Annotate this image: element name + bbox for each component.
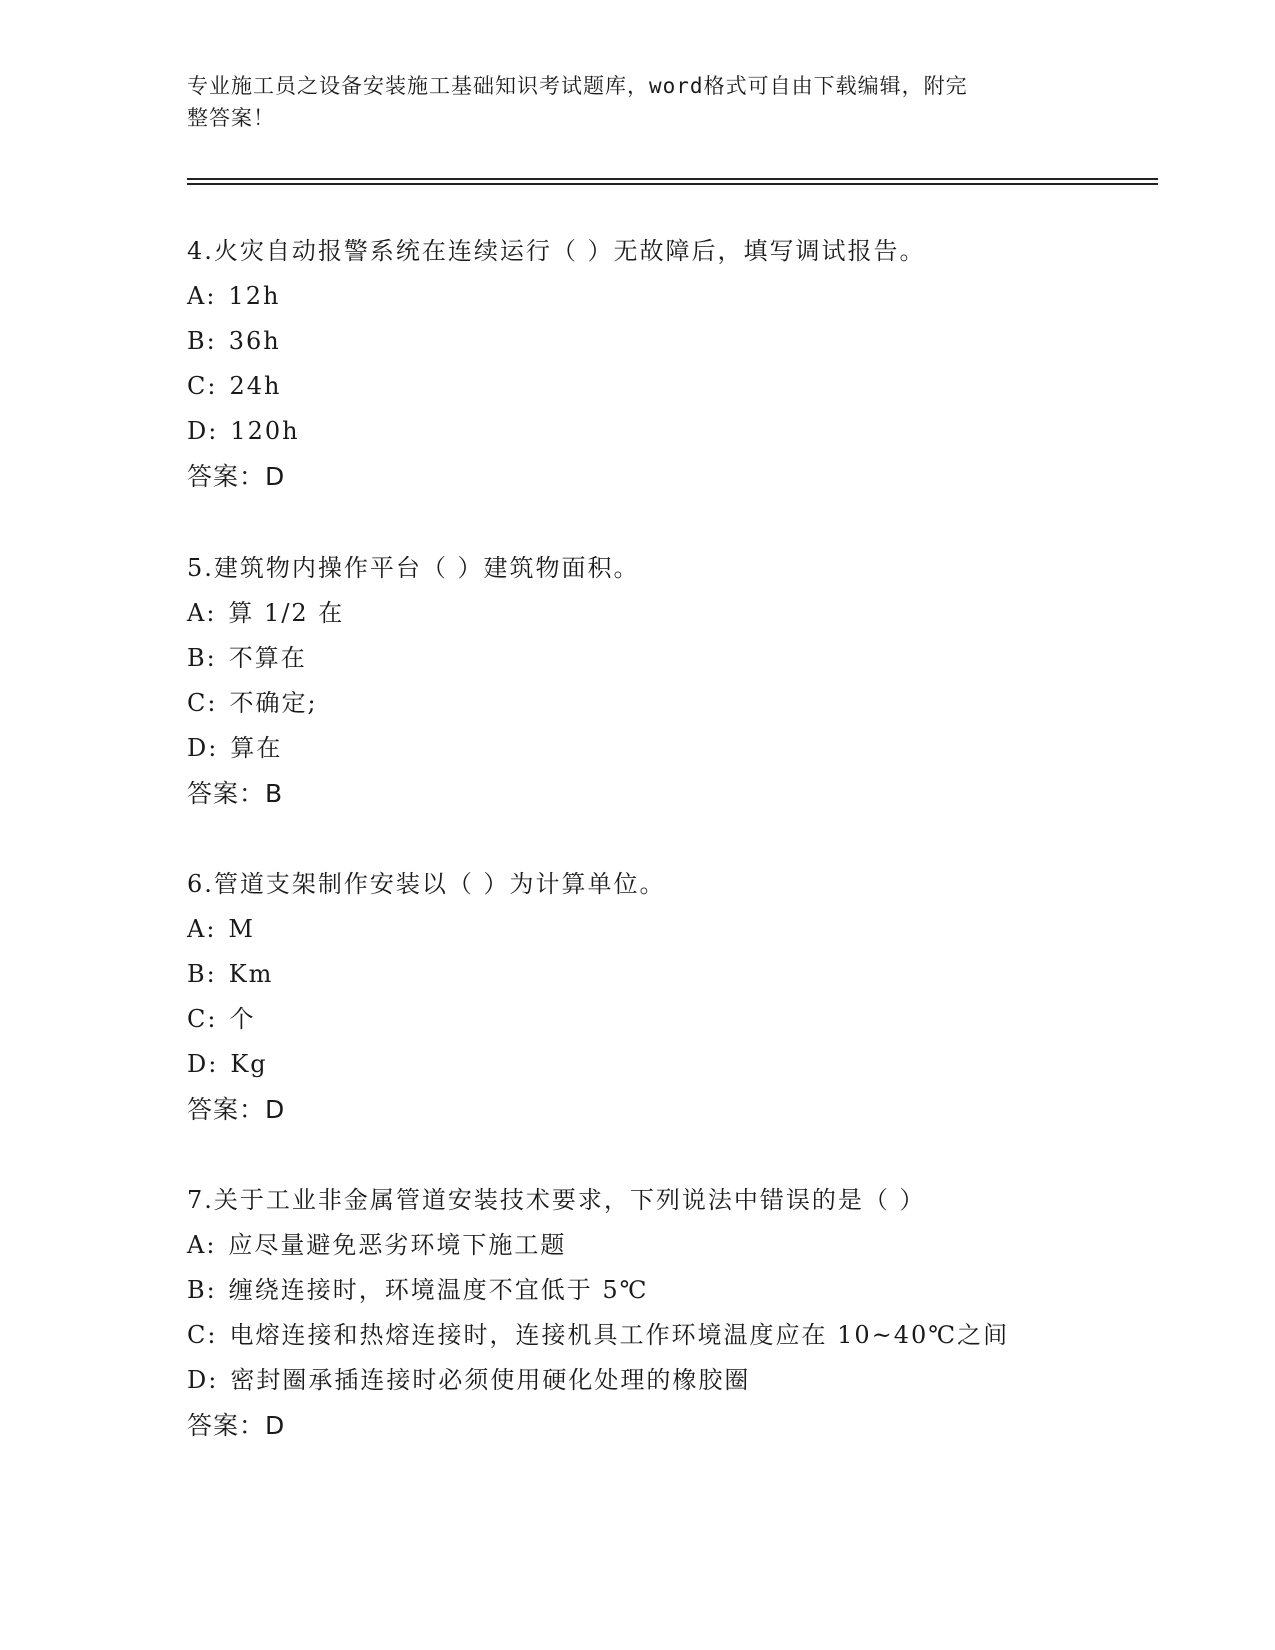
option-letter: A: [187,1231,217,1259]
option-b [187,952,1147,997]
option-letter: B: [187,960,217,988]
question-7 [187,1178,1147,1448]
question-5 [187,546,1147,816]
option-a [187,591,1147,636]
option-d [187,1042,1147,1087]
document-header [187,70,1067,134]
option-text: 应尽量避免恶劣环境下施工题 [228,1231,567,1259]
option-d [187,726,1147,771]
option-c [187,364,1147,409]
option-text: 12h [228,282,281,310]
option-letter: D: [187,417,219,445]
option-text: Km [228,960,274,988]
option-letter: C: [187,689,218,717]
option-letter: A: [187,599,217,627]
question-stem: 6.管道支架制作安装以（ ）为计算单位。 [187,870,666,898]
option-d [187,1358,1147,1403]
question-stem: 4.火灾自动报警系统在连续运行（ ）无故障后，填写调试报告。 [187,237,926,265]
option-letter: D: [187,1050,219,1078]
option-letter: C: [187,1321,218,1349]
option-text: Kg [230,1050,268,1078]
option-text: 36h [228,327,281,355]
option-text: 24h [229,372,282,400]
option-letter: B: [187,1276,217,1304]
option-text: 个 [229,1005,256,1033]
option-letter: B: [187,644,217,672]
option-c [187,997,1147,1042]
header-divider-top [187,178,1158,180]
option-c [187,1313,1147,1358]
question-stem: 7.关于工业非金属管道安装技术要求，下列说法中错误的是（ ） [187,1186,926,1214]
option-a [187,1223,1147,1268]
question-6 [187,862,1147,1132]
option-text: 120h [230,417,300,445]
answer-line: 答案：D [187,462,286,491]
option-text: 算在 [230,734,283,762]
header-line-1: 专业施工员之设备安装施工基础知识考试题库，word格式可自由下载编辑，附完 [187,74,968,98]
option-letter: A: [187,282,217,310]
option-text: 电熔连接和热熔连接时，连接机具工作环境温度应在 10~40℃之间 [229,1321,1010,1349]
option-text: 缠绕连接时，环境温度不宜低于 5℃ [228,1276,649,1304]
option-a [187,907,1147,952]
option-letter: D: [187,734,219,762]
header-line-2: 整答案！ [187,106,275,130]
answer-line: 答案：D [187,1095,286,1124]
option-d [187,409,1147,454]
option-text: 密封圈承插连接时必须使用硬化处理的橡胶圈 [230,1366,751,1394]
option-letter: A: [187,915,217,943]
question-4 [187,229,1147,499]
option-b [187,319,1147,364]
option-letter: C: [187,372,218,400]
option-b [187,1268,1147,1313]
header-divider-bottom [187,183,1158,185]
option-letter: C: [187,1005,218,1033]
question-stem: 5.建筑物内操作平台（ ）建筑物面积。 [187,554,640,582]
option-text: 算 1/2 在 [228,599,345,627]
option-b [187,636,1147,681]
option-a [187,274,1147,319]
option-text: 不确定; [229,689,318,717]
option-letter: D: [187,1366,219,1394]
answer-line: 答案：B [187,779,284,808]
option-letter: B: [187,327,217,355]
option-c [187,681,1147,726]
option-text: 不算在 [228,644,307,672]
option-text: M [228,915,255,943]
answer-line: 答案：D [187,1411,286,1440]
